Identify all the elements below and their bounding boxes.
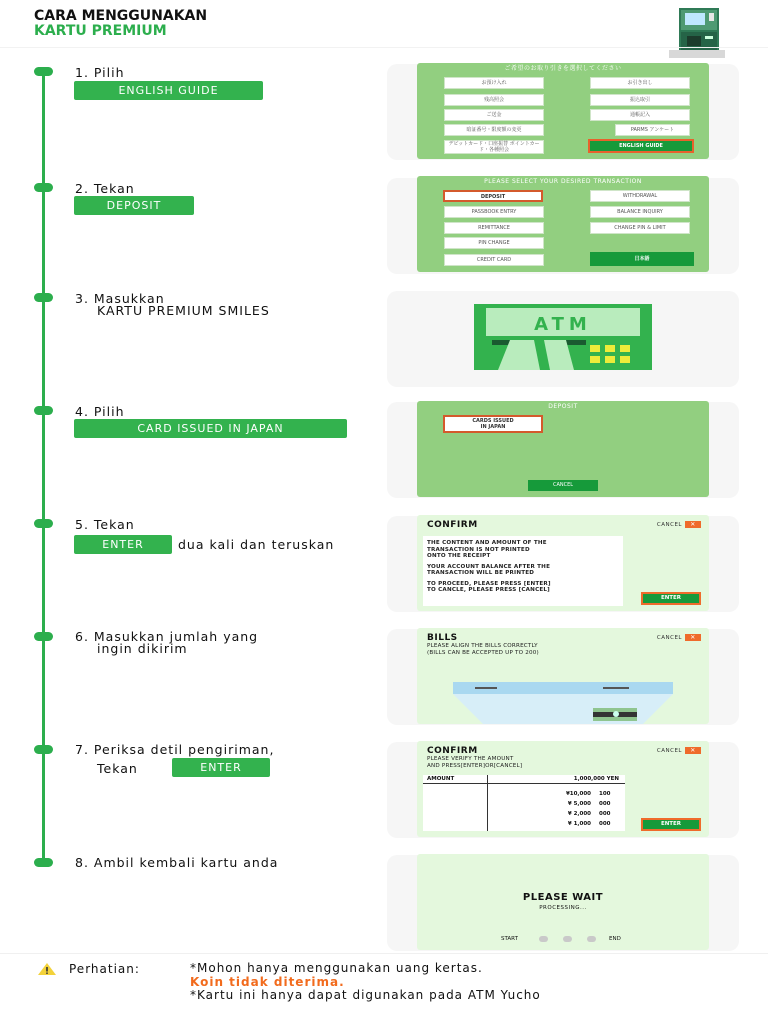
step-3-line-1: 3. Masukkan [75, 291, 165, 306]
s7-enter-button[interactable]: ENTER [641, 818, 701, 831]
s4-cancel-button[interactable]: CANCEL [528, 480, 598, 491]
s2-button[interactable]: CREDIT CARD [444, 254, 544, 266]
screen-confirm-1 [417, 515, 709, 611]
step-7-line-2: Tekan [97, 761, 138, 776]
s2-japanese-button[interactable]: 日本語 [590, 252, 694, 266]
timeline-dot-7 [34, 745, 53, 754]
screen-please-wait [417, 854, 709, 950]
close-icon: ✕ [685, 521, 701, 528]
s1-button[interactable]: 通帳記入 [590, 109, 690, 121]
footer-divider [0, 953, 768, 954]
step-1-text: 1. Pilih [75, 65, 125, 80]
screen-4-header: DEPOSIT [548, 403, 578, 410]
step-5-text: 5. Tekan [75, 517, 135, 532]
title-line-2: KARTU PREMIUM [34, 23, 167, 39]
timeline-dot-6 [34, 632, 53, 641]
progress-dot-icon [587, 936, 596, 942]
step-8-text: 8. Ambil kembali kartu anda [75, 855, 279, 870]
s1-button[interactable]: お預け入れ [444, 77, 544, 89]
screen-deposit [417, 401, 709, 497]
s7-cancel[interactable]: CANCEL ✕ [657, 747, 701, 754]
timeline-dot-2 [34, 183, 53, 192]
header-divider [0, 47, 768, 48]
notice-label: Perhatian: [69, 962, 140, 976]
timeline-dot-5 [34, 519, 53, 528]
s1-button[interactable]: 暗証番号・限度額の変更 [444, 124, 544, 136]
screen-confirm-amount [417, 741, 709, 837]
progress-dot-icon [563, 936, 572, 942]
notice-1: *Mohon hanya menggunakan uang kertas. [190, 961, 483, 975]
card-issued-in-japan-button[interactable]: CARD ISSUED IN JAPAN [74, 419, 347, 438]
step-6-line-1: 6. Masukkan jumlah yang [75, 629, 259, 644]
screen-menu-english [417, 176, 709, 272]
english-guide-button[interactable]: ENGLISH GUIDE [74, 81, 263, 100]
s7-amount-value: 1,000,000 YEN [573, 776, 619, 782]
close-icon: ✕ [685, 747, 701, 754]
s2-button[interactable]: PIN CHANGE [444, 237, 544, 249]
s2-button[interactable]: WITHDRAWAL [590, 190, 690, 202]
s7-amount-label: AMOUNT [427, 776, 455, 782]
enter-button[interactable]: ENTER [172, 758, 270, 777]
s7-title: CONFIRM [427, 746, 478, 756]
step-6-text [75, 630, 258, 655]
page-title [34, 9, 207, 39]
progress-dot-icon [539, 936, 548, 942]
s1-button[interactable]: デビットカード・口座振替 ポイントカード・各種照会 [444, 140, 544, 154]
bill-tray-icon [453, 678, 673, 724]
s8-sub: PROCESSING... [539, 905, 587, 911]
timeline-dot-3 [34, 293, 53, 302]
step-3-line-2: KARTU PREMIUM SMILES [97, 303, 270, 318]
s1-english-guide-button[interactable]: ENGLISH GUIDE [588, 139, 694, 153]
s1-button[interactable]: 残高照会 [444, 94, 544, 106]
s6-title: BILLS [427, 633, 458, 643]
step-6-line-2: ingin dikirim [97, 641, 188, 656]
s1-button[interactable]: ご送金 [444, 109, 544, 121]
step-3-text [75, 292, 270, 317]
timeline-dot-4 [34, 406, 53, 415]
s2-button[interactable]: PASSBOOK ENTRY [444, 206, 544, 218]
s5-title: CONFIRM [427, 520, 478, 530]
step-2-text: 2. Tekan [75, 181, 135, 196]
notice-2: Koin tidak diterima. [190, 975, 345, 989]
title-line-1: CARA MENGGUNAKAN [34, 8, 208, 24]
warning-icon [36, 962, 58, 976]
s1-button[interactable]: 振込取引 [590, 94, 690, 106]
enter-button[interactable]: ENTER [74, 535, 172, 554]
atm-machine-icon [665, 4, 729, 60]
s8-start: START [501, 936, 518, 942]
s8-title: PLEASE WAIT [522, 892, 604, 903]
close-icon: ✕ [685, 634, 701, 641]
s2-deposit-button[interactable]: DEPOSIT [443, 190, 543, 202]
timeline-dot-8 [34, 858, 53, 867]
timeline-dot-1 [34, 67, 53, 76]
screen-bills [417, 628, 709, 724]
s2-button[interactable]: REMITTANCE [444, 222, 544, 234]
step-5-suffix: dua kali dan teruskan [178, 537, 335, 552]
s5-enter-button[interactable]: ENTER [641, 592, 701, 605]
s2-button[interactable]: BALANCE INQUIRY [590, 206, 690, 218]
screen-2-header: PLEASE SELECT YOUR DESIRED TRANSACTION [484, 178, 642, 185]
s7-amount-table [423, 775, 625, 831]
step-7-line-1: 7. Periksa detil pengiriman, [75, 742, 275, 757]
s6-cancel[interactable]: CANCEL ✕ [657, 634, 701, 641]
s7-denominations: ¥10,000 ¥ 5,000 ¥ 2,000 ¥ 1,000 [565, 791, 591, 827]
atm-card-icon [470, 300, 656, 372]
s7-instructions: PLEASE VERIFY THE AMOUNT AND PRESS[ENTER]OR[CANCEL] [427, 756, 523, 769]
s6-instructions: PLEASE ALIGN THE BILLS CORRECTLY (BILLS CAN BE ACCEPTED UP TO 200) [427, 643, 539, 656]
s8-end: END [609, 936, 621, 942]
s5-cancel[interactable]: CANCEL ✕ [657, 521, 701, 528]
s7-counts: 100 000 000 000 [599, 791, 611, 827]
s1-button[interactable]: PARMS アンケート [615, 124, 690, 136]
atm-icon-label: ATM [534, 314, 592, 335]
step-4-text: 4. Pilih [75, 404, 125, 419]
notice-3: *Kartu ini hanya dapat digunakan pada ATM Yucho [190, 988, 541, 1002]
screen-1-header: ご希望のお取り引きを選択してください [504, 65, 622, 72]
s5-message: THE CONTENT AND AMOUNT OF THE TRANSACTION IS NOT PRINTED ONTO THE RECEIPT YOUR ACCOUNT BALANCE AFTER THE TRANSACTION WILL BE PRINTED TO PROCEED, PLEASE PRESS [ENTER] TO CANCLE, PLEASE PRESS [CANCEL] [427, 540, 551, 593]
screen-menu-japanese [417, 63, 709, 159]
s1-button[interactable]: お引き出し [590, 77, 690, 89]
deposit-button[interactable]: DEPOSIT [74, 196, 194, 215]
s4-cards-issued-in-japan-button[interactable]: CARDS ISSUED IN JAPAN [443, 415, 543, 433]
s2-button[interactable]: CHANGE PIN & LIMIT [590, 222, 690, 234]
